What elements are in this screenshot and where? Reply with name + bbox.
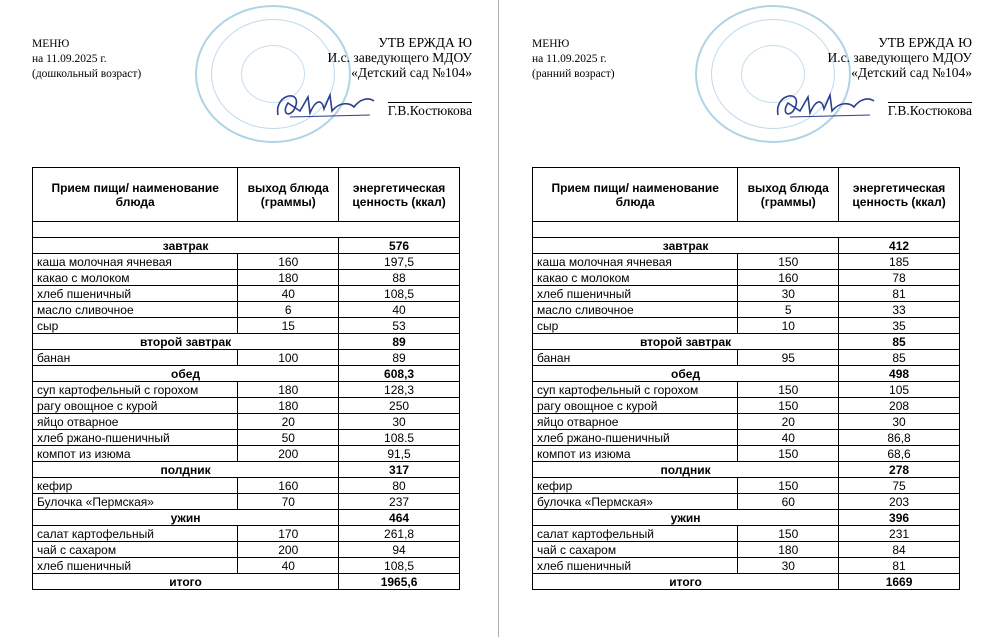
age-group: (ранний возраст) [532,68,615,80]
dish-weight: 5 [738,302,839,318]
section-name: ужин [33,510,339,526]
dish-weight: 30 [738,558,839,574]
approval-heading: УТВ ЕРЖДА Ю [378,35,472,50]
dish-kcal: 40 [339,302,460,318]
section-row [533,510,960,526]
dish-name: Булочка «Пермская» [33,494,238,510]
dish-row [33,270,460,286]
dish-kcal: 231 [839,526,960,542]
dish-weight: 180 [238,398,339,414]
dish-kcal: 91,5 [339,446,460,462]
dish-weight: 150 [738,446,839,462]
dish-name: масло сливочное [533,302,738,318]
dish-weight: 150 [738,398,839,414]
institution-name: «Детский сад №104» [851,65,972,80]
dish-row [533,286,960,302]
dish-kcal: 89 [339,350,460,366]
section-total-kcal: 396 [839,510,960,526]
dish-row [533,382,960,398]
dish-row [533,494,960,510]
dish-weight: 20 [738,414,839,430]
dish-kcal: 94 [339,542,460,558]
approver-position: И.с. заведующего МДОУ [827,50,972,65]
dish-name: чай с сахаром [533,542,738,558]
menu-date: на 11.09.2025 г. [32,53,107,65]
approval-block [272,35,472,118]
dish-name: хлеб пшеничный [533,286,738,302]
dish-weight: 180 [238,270,339,286]
dish-name: кефир [33,478,238,494]
dish-kcal: 35 [839,318,960,334]
menu-table [32,167,460,590]
section-total-kcal: 412 [839,238,960,254]
dish-kcal: 84 [839,542,960,558]
dish-row [33,398,460,414]
menu-page-early-age [500,0,1000,637]
section-row [533,238,960,254]
section-total-kcal: 576 [339,238,460,254]
dish-weight: 6 [238,302,339,318]
dish-weight: 10 [738,318,839,334]
dish-name: какао с молоком [533,270,738,286]
dish-name: хлеб пшеничный [33,286,238,302]
dish-kcal: 85 [839,350,960,366]
dish-name: булочка «Пермская» [533,494,738,510]
dish-kcal: 86,8 [839,430,960,446]
dish-row [33,318,460,334]
dish-weight: 50 [238,430,339,446]
page-divider [498,0,499,637]
dish-weight: 60 [738,494,839,510]
menu-title: МЕНЮ [532,38,570,50]
section-row [33,510,460,526]
dish-name: хлеб пшеничный [33,558,238,574]
dish-name: каша молочная ячневая [33,254,238,270]
dish-row [33,350,460,366]
dish-kcal: 68,6 [839,446,960,462]
header-dish: Прием пищи/ наименование блюда [33,168,238,222]
total-label: итого [533,574,839,590]
dish-row [533,446,960,462]
dish-weight: 95 [738,350,839,366]
approval-block [772,35,972,118]
section-row [33,334,460,350]
section-row [33,238,460,254]
section-row [533,366,960,382]
dish-row [533,478,960,494]
dish-name: суп картофельный с горохом [33,382,238,398]
dish-row [533,430,960,446]
dish-row [533,398,960,414]
dish-row [33,382,460,398]
approver-name: Г.В.Костюкова [887,103,972,118]
approver-name: Г.В.Костюкова [387,103,472,118]
dish-kcal: 108,5 [339,558,460,574]
dish-weight: 150 [738,382,839,398]
dish-row [33,478,460,494]
section-total-kcal: 464 [339,510,460,526]
approval-heading: УТВ ЕРЖДА Ю [878,35,972,50]
dish-name: салат картофельный [533,526,738,542]
dish-kcal: 197,5 [339,254,460,270]
dish-name: компот из изюма [33,446,238,462]
dish-row [33,446,460,462]
section-row [33,462,460,478]
dish-row [533,558,960,574]
menu-title: МЕНЮ [32,38,70,50]
dish-name: чай с сахаром [33,542,238,558]
approver-position: И.с. заведующего МДОУ [327,50,472,65]
dish-name: рагу овощное с курой [33,398,238,414]
dish-row [533,302,960,318]
section-total-kcal: 85 [839,334,960,350]
dish-weight: 180 [238,382,339,398]
section-name: обед [533,366,839,382]
dish-kcal: 261,8 [339,526,460,542]
dish-row [533,542,960,558]
dish-row [33,430,460,446]
dish-weight: 200 [238,542,339,558]
dish-weight: 40 [738,430,839,446]
header-weight: выход блюда (граммы) [738,168,839,222]
header-dish: Прием пищи/ наименование блюда [533,168,738,222]
total-label: итого [33,574,339,590]
dish-name: яйцо отварное [533,414,738,430]
section-name: ужин [533,510,839,526]
dish-name: хлеб ржано-пшеничный [533,430,738,446]
dish-row [33,558,460,574]
dish-name: компот из изюма [533,446,738,462]
dish-kcal: 108.5 [339,430,460,446]
total-kcal: 1669 [839,574,960,590]
dish-kcal: 108,5 [339,286,460,302]
dish-row [33,542,460,558]
dish-kcal: 75 [839,478,960,494]
dish-name: рагу овощное с курой [533,398,738,414]
section-row [533,462,960,478]
dish-name: масло сливочное [33,302,238,318]
dish-weight: 160 [238,254,339,270]
dish-weight: 200 [238,446,339,462]
menu-table [532,167,960,590]
dish-kcal: 30 [339,414,460,430]
section-name: завтрак [33,238,339,254]
dish-row [33,414,460,430]
dish-kcal: 81 [839,286,960,302]
age-group: (дошкольный возраст) [32,68,142,80]
dish-kcal: 88 [339,270,460,286]
dish-row [33,494,460,510]
dish-kcal: 237 [339,494,460,510]
dish-name: хлеб пшеничный [533,558,738,574]
dish-weight: 30 [738,286,839,302]
section-name: полдник [33,462,339,478]
dish-kcal: 78 [839,270,960,286]
dish-name: банан [533,350,738,366]
dish-row [33,302,460,318]
total-row [33,574,460,590]
dish-name: каша молочная ячневая [533,254,738,270]
dish-weight: 160 [738,270,839,286]
section-total-kcal: 278 [839,462,960,478]
dish-row [33,286,460,302]
section-name: второй завтрак [533,334,839,350]
header-kcal: энергетическая ценность (ккал) [339,168,460,222]
dish-weight: 20 [238,414,339,430]
dish-name: хлеб ржано-пшеничный [33,430,238,446]
header-kcal: энергетическая ценность (ккал) [839,168,960,222]
dish-weight: 150 [738,526,839,542]
section-row [533,334,960,350]
dish-name: кефир [533,478,738,494]
section-name: завтрак [533,238,839,254]
section-total-kcal: 89 [339,334,460,350]
table-header-row [533,168,960,222]
total-kcal: 1965,6 [339,574,460,590]
section-name: полдник [533,462,839,478]
dish-weight: 100 [238,350,339,366]
dish-kcal: 185 [839,254,960,270]
dish-kcal: 53 [339,318,460,334]
menu-date: на 11.09.2025 г. [532,53,607,65]
table-header-row [33,168,460,222]
dish-row [533,270,960,286]
menu-header [532,37,615,82]
dish-kcal: 128,3 [339,382,460,398]
dish-kcal: 203 [839,494,960,510]
dish-row [533,350,960,366]
section-total-kcal: 608,3 [339,366,460,382]
dish-kcal: 105 [839,382,960,398]
dish-name: яйцо отварное [33,414,238,430]
dish-kcal: 80 [339,478,460,494]
dish-row [33,254,460,270]
dish-name: банан [33,350,238,366]
dish-kcal: 250 [339,398,460,414]
total-row [533,574,960,590]
section-total-kcal: 498 [839,366,960,382]
dish-name: суп картофельный с горохом [533,382,738,398]
section-row [33,366,460,382]
menu-header [32,37,141,82]
section-name: обед [33,366,339,382]
dish-weight: 70 [238,494,339,510]
dish-row [33,526,460,542]
section-total-kcal: 317 [339,462,460,478]
dish-row [533,254,960,270]
dish-kcal: 33 [839,302,960,318]
dish-weight: 15 [238,318,339,334]
dish-row [533,526,960,542]
dish-row [533,414,960,430]
dish-weight: 160 [238,478,339,494]
section-name: второй завтрак [33,334,339,350]
dish-name: какао с молоком [33,270,238,286]
dish-name: салат картофельный [33,526,238,542]
dish-name: сыр [33,318,238,334]
dish-name: сыр [533,318,738,334]
dish-kcal: 30 [839,414,960,430]
dish-weight: 150 [738,254,839,270]
institution-name: «Детский сад №104» [351,65,472,80]
header-weight: выход блюда (граммы) [238,168,339,222]
dish-kcal: 81 [839,558,960,574]
dish-weight: 170 [238,526,339,542]
dish-weight: 40 [238,558,339,574]
dish-weight: 40 [238,286,339,302]
dish-row [533,318,960,334]
dish-weight: 180 [738,542,839,558]
dish-weight: 150 [738,478,839,494]
dish-kcal: 208 [839,398,960,414]
